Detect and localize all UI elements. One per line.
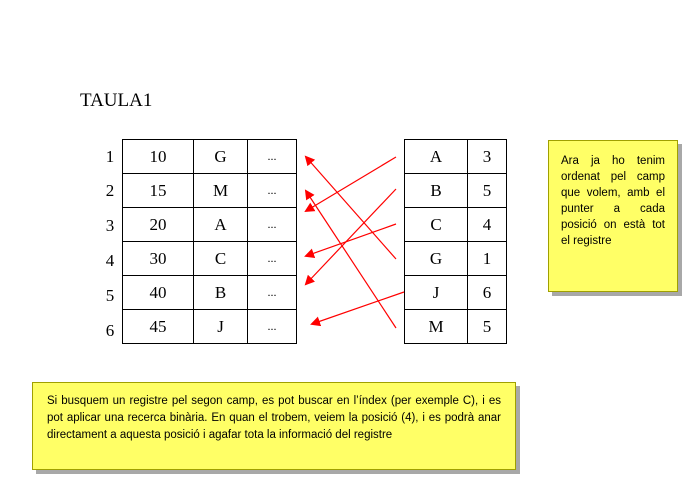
explanation-note-bottom: Si busquem un registre pel segon camp, es pot buscar en l’índex (per exemple C), i es pot aplicar una recerca binària. En quan el trobem, veiem la posició (4), i es podrà anar directament a aquesta posició i agafar tota la informació del registre — [32, 382, 516, 470]
pointer-arrow-g — [306, 157, 396, 259]
letter-cell: B — [194, 276, 248, 310]
number-cell: 15 — [123, 174, 194, 208]
number-cell: 10 — [123, 140, 194, 174]
index-pointer-cell: 5 — [468, 310, 507, 344]
row-number: 2 — [105, 181, 115, 200]
number-cell: 20 — [123, 208, 194, 242]
index-pointer-cell: 3 — [468, 140, 507, 174]
pointer-arrow-c — [306, 224, 396, 256]
index-pointer-cell: 6 — [468, 276, 507, 310]
index-key-cell: J — [405, 276, 468, 310]
number-cell: 30 — [123, 242, 194, 276]
row-number: 3 — [105, 216, 115, 235]
row-number: 4 — [105, 251, 115, 270]
number-cell: 40 — [123, 276, 194, 310]
number-cell: 45 — [123, 310, 194, 344]
letter-cell: C — [194, 242, 248, 276]
ellipsis-cell: ... — [248, 174, 297, 208]
index-pointer-cell: 4 — [468, 208, 507, 242]
index-key-cell: M — [405, 310, 468, 344]
ellipsis-cell: ... — [248, 276, 297, 310]
row-number: 5 — [105, 286, 115, 305]
index-key-cell: A — [405, 140, 468, 174]
explanation-note-right: Ara ja ho tenim ordenat pel camp que volem, amb el punter a cada posició on està tot el registre — [548, 140, 678, 292]
table-title: TAULA1 — [80, 90, 153, 111]
ellipsis-cell: ... — [248, 310, 297, 344]
letter-cell: M — [194, 174, 248, 208]
ellipsis-cell: ... — [248, 242, 297, 276]
index-key-cell: B — [405, 174, 468, 208]
letter-cell: J — [194, 310, 248, 344]
index-key-cell: G — [405, 242, 468, 276]
letter-cell: A — [194, 208, 248, 242]
index-key-cell: C — [405, 208, 468, 242]
row-number: 1 — [105, 147, 115, 166]
ellipsis-cell: ... — [248, 208, 297, 242]
letter-cell: G — [194, 140, 248, 174]
index-pointer-cell: 1 — [468, 242, 507, 276]
index-pointer-cell: 5 — [468, 174, 507, 208]
ellipsis-cell: ... — [248, 140, 297, 174]
pointer-arrow-m — [306, 191, 396, 328]
row-number: 6 — [105, 321, 115, 340]
